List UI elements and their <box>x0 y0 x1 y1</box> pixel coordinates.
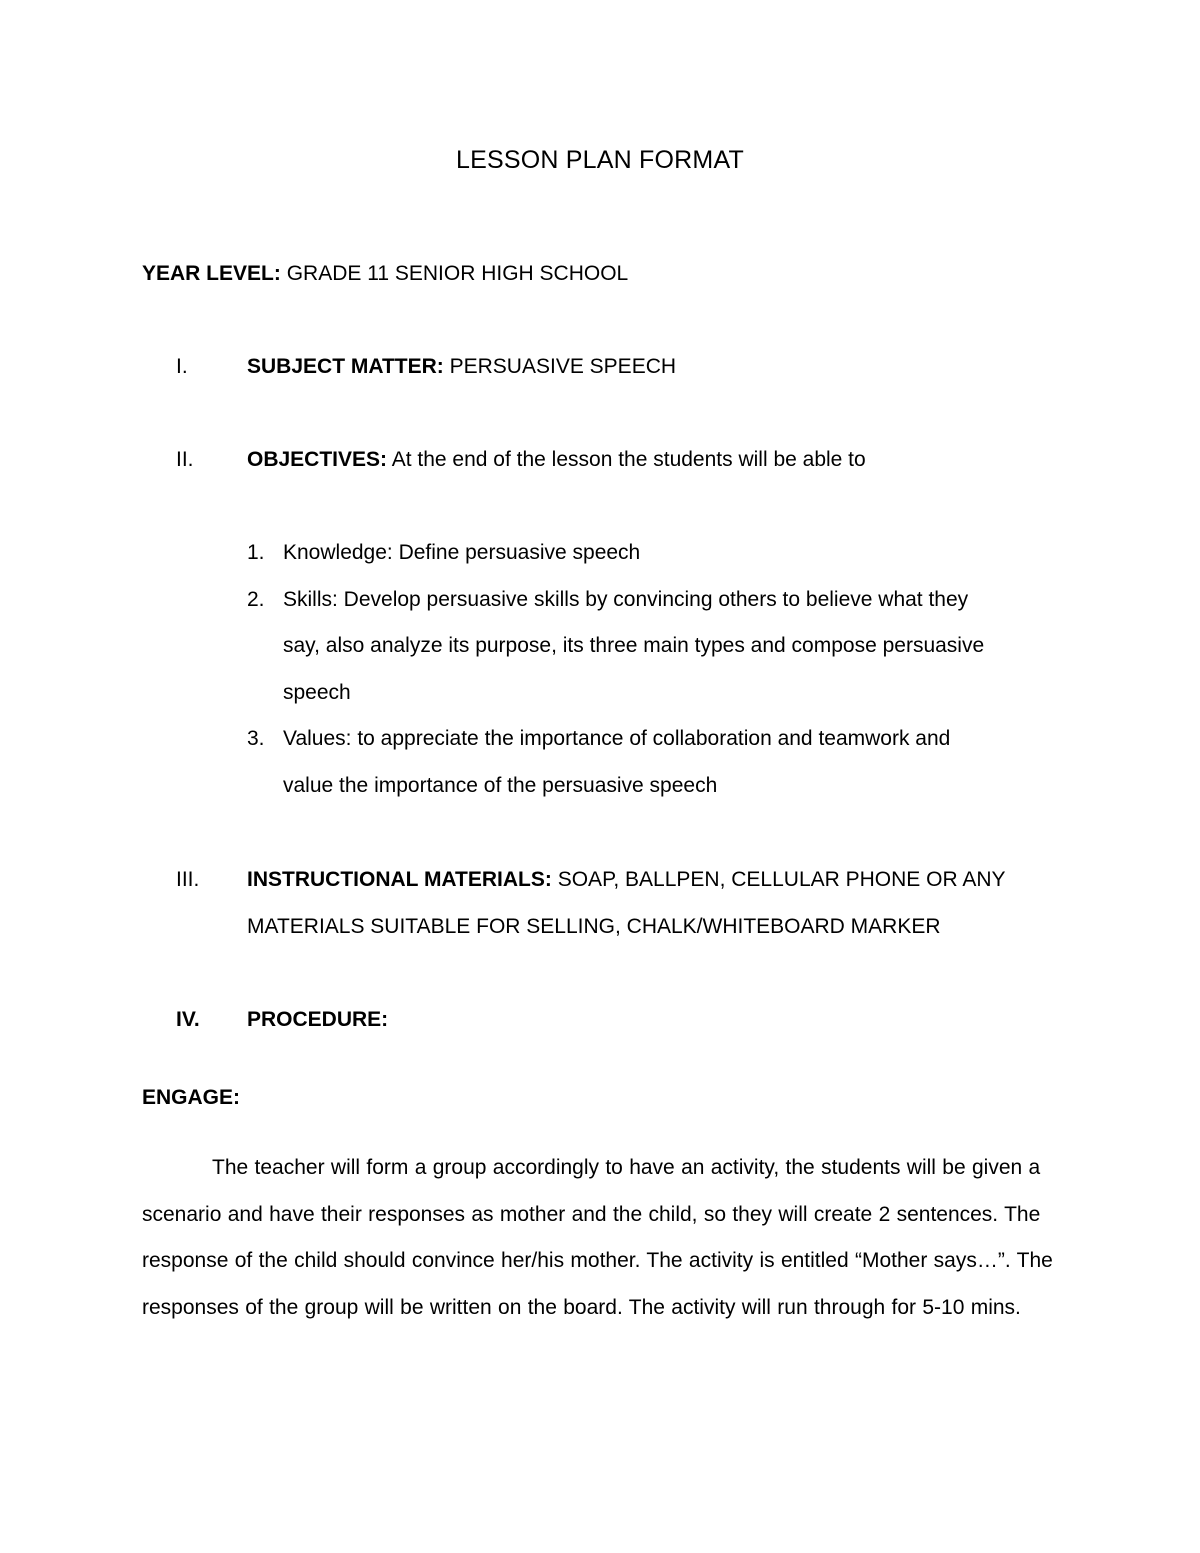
section-procedure: PROCEDURE: <box>247 1008 389 1031</box>
section-value: SOAP, BALLPEN, CELLULAR PHONE OR ANY <box>557 868 1006 891</box>
section-value: PERSUASIVE SPEECH <box>449 355 677 378</box>
engage-paragraph: The teacher will form a group accordingly to have an activity, the students will be given a scenario and have their responses as mother and the child, so they will create 2 sentences. The response of the child should convince her/his mother. The activity is entitled “Mother says…”. The responses of the group will be written on the board. The activity will run through for 5-10 mins. <box>142 1156 1053 1319</box>
year-level-value: GRADE 11 SENIOR HIGH SCHOOL <box>286 262 629 285</box>
list-item: Skills: Develop persuasive skills by convincing others to believe what they <box>283 588 969 611</box>
section-value: At the end of the lesson the students will be able to <box>391 448 866 471</box>
section-objectives <box>247 447 866 473</box>
section-label: OBJECTIVES: <box>247 448 388 471</box>
section-label: INSTRUCTIONAL MATERIALS: <box>247 868 552 891</box>
list-item-continuation: speech <box>283 681 351 704</box>
list-item: Knowledge: Define persuasive speech <box>283 541 641 564</box>
list-item-number: 1. <box>247 541 265 564</box>
section-instructional-materials <box>247 867 1006 893</box>
year-level-line <box>142 261 628 287</box>
section-numeral: I. <box>176 355 188 378</box>
list-item-continuation: value the importance of the persuasive speech <box>283 774 718 797</box>
engage-heading: ENGAGE: <box>142 1086 241 1109</box>
section-label: SUBJECT MATTER: <box>247 355 444 378</box>
section-numeral: III. <box>176 868 200 891</box>
list-item-number: 2. <box>247 588 265 611</box>
list-item-continuation: say, also analyze its purpose, its three main types and compose persuasive <box>283 634 985 657</box>
section-numeral: II. <box>176 448 194 471</box>
section-numeral: IV. <box>176 1008 200 1031</box>
year-level-label: YEAR LEVEL: <box>142 262 281 285</box>
section-value-continuation: MATERIALS SUITABLE FOR SELLING, CHALK/WHITEBOARD MARKER <box>247 915 941 938</box>
section-subject-matter <box>247 354 676 380</box>
page-title: LESSON PLAN FORMAT <box>456 146 744 174</box>
list-item-number: 3. <box>247 727 265 750</box>
list-item: Values: to appreciate the importance of collaboration and teamwork and <box>283 727 951 750</box>
